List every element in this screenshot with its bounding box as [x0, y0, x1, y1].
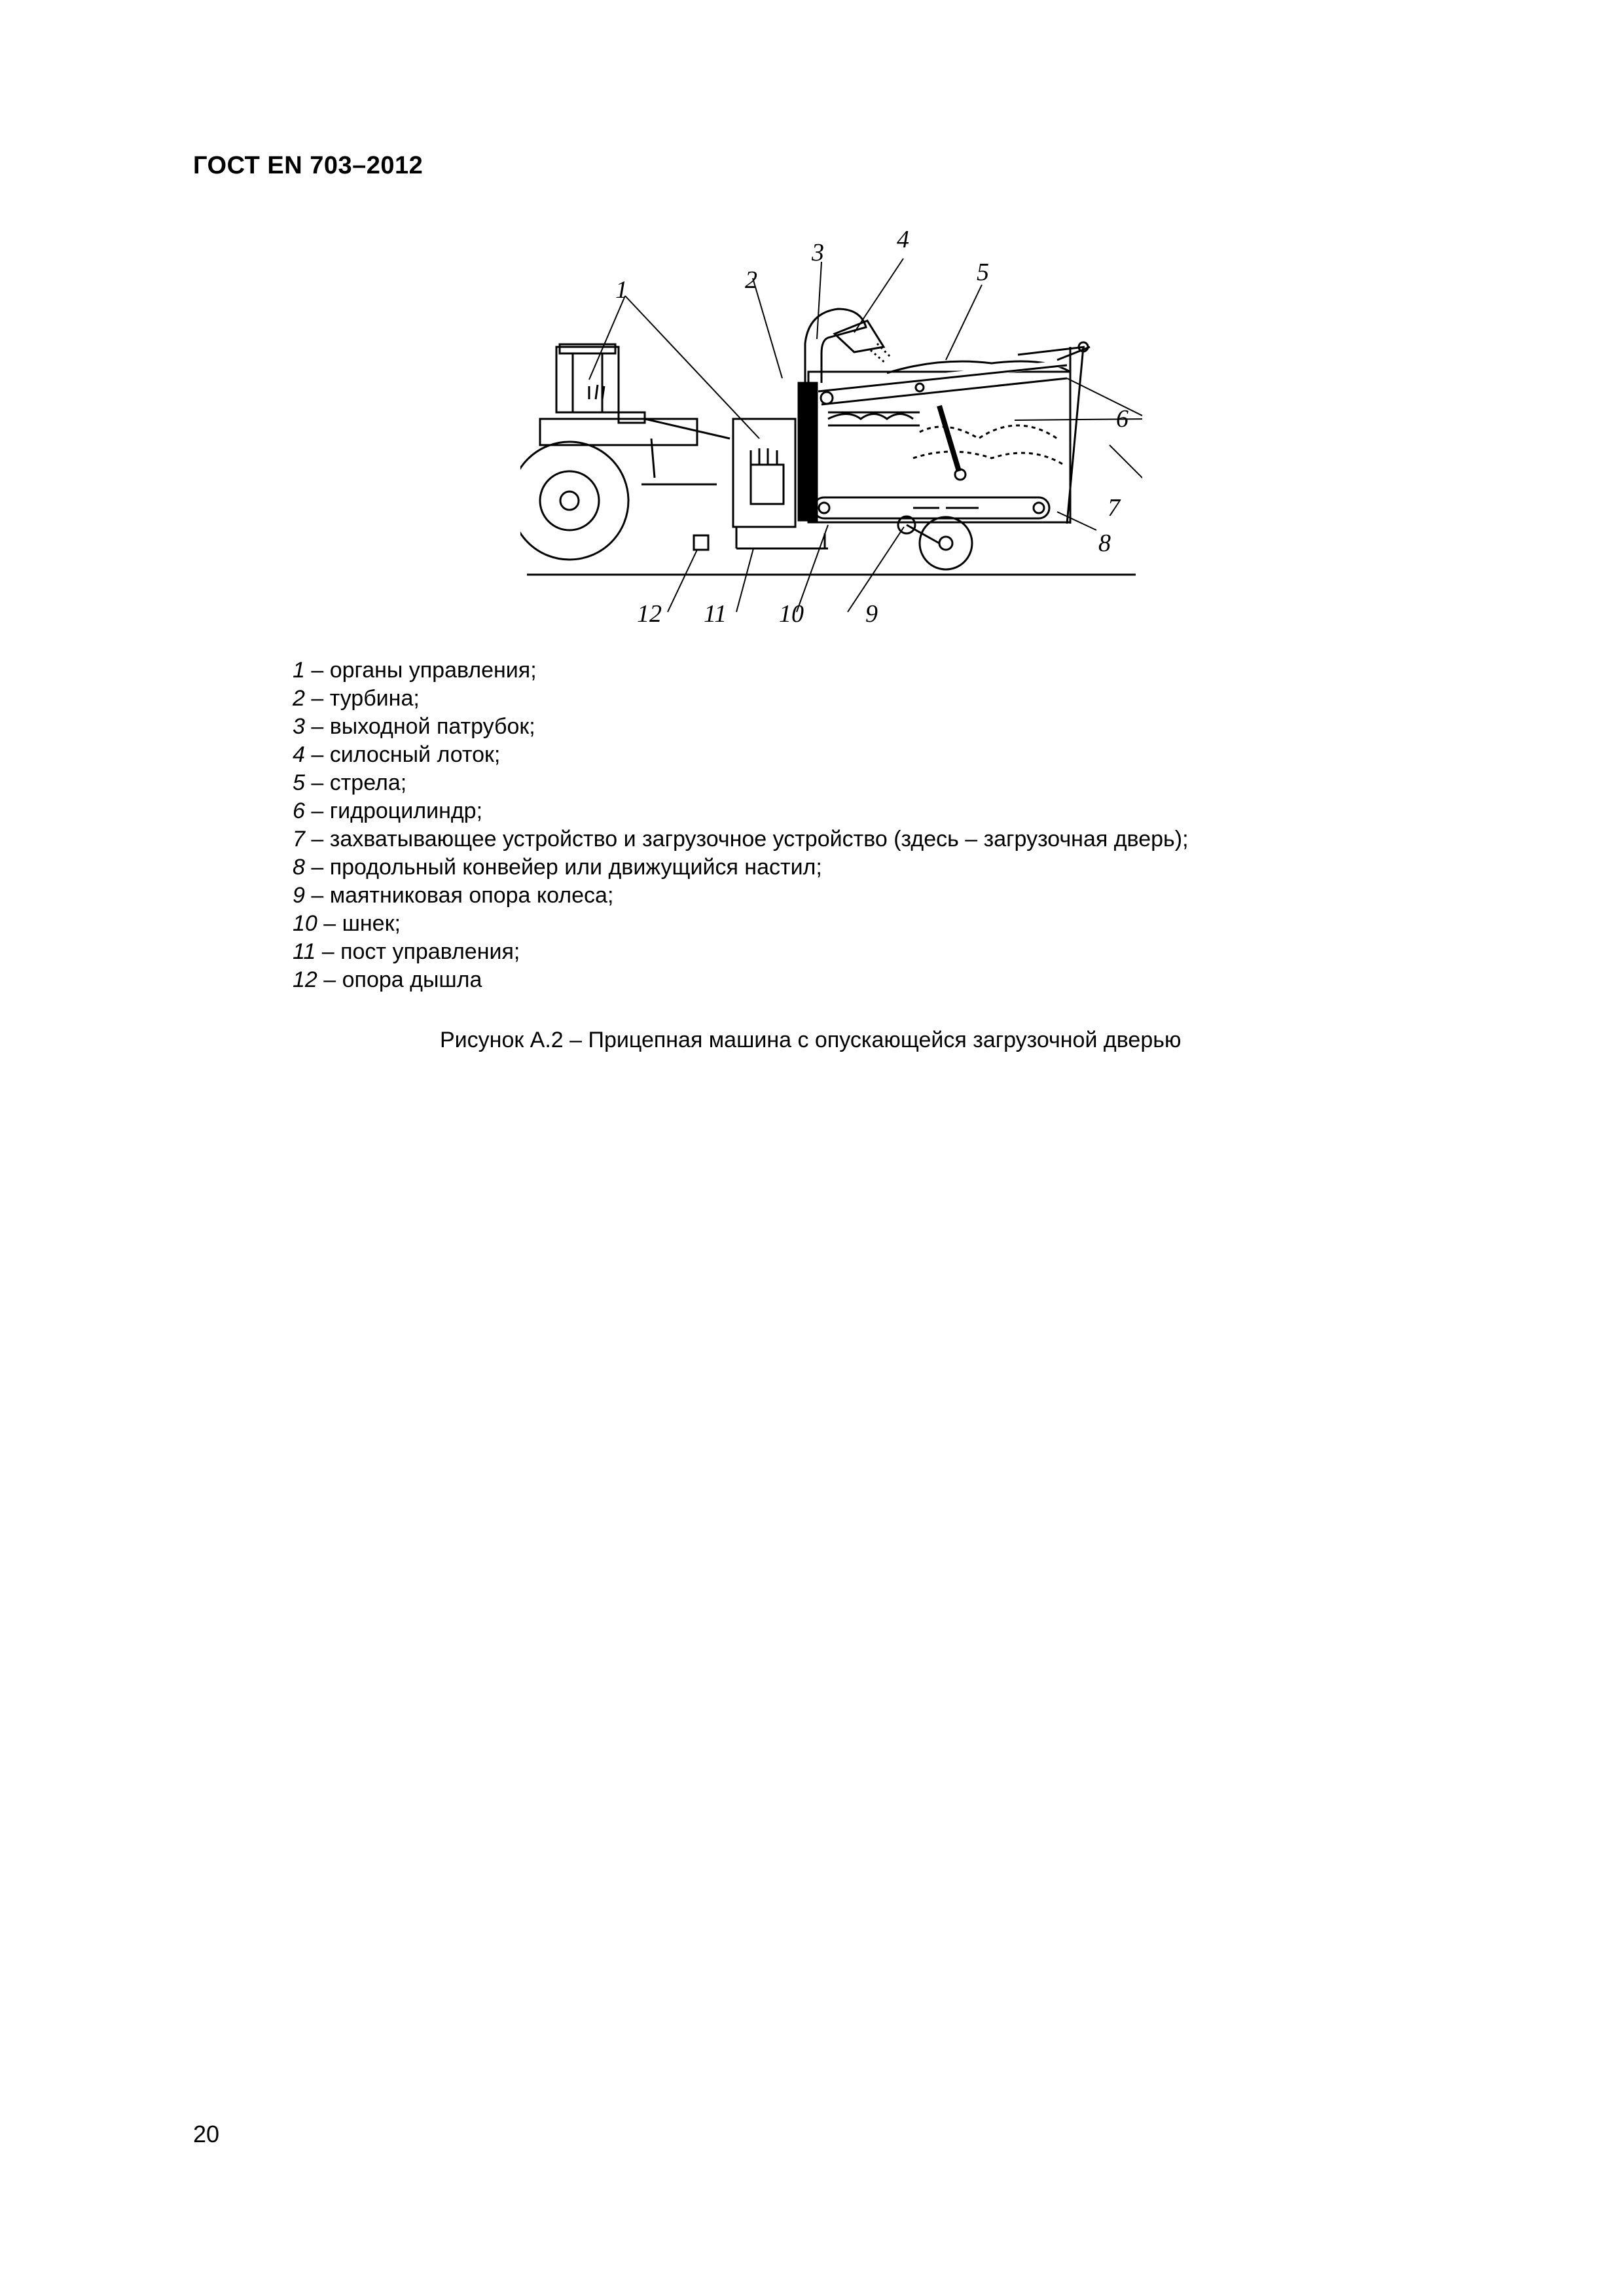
callout-7: 7 — [1108, 494, 1120, 522]
legend-item: 10 – шнек; — [293, 911, 401, 936]
legend-item: 8 – продольный конвейер или движущийся настил; — [293, 855, 822, 880]
tractor-drawing — [520, 344, 730, 560]
callout-11: 11 — [704, 600, 727, 628]
legend-item: 2 – турбина; — [293, 686, 420, 711]
callout-6: 6 — [1116, 405, 1128, 433]
callout-10: 10 — [779, 600, 804, 628]
callout-12: 12 — [637, 600, 662, 628]
figure-caption: Рисунок А.2 – Прицепная машина с опускающейся загрузочной дверью — [440, 1028, 1182, 1052]
callout-9: 9 — [865, 600, 878, 628]
callout-2: 2 — [745, 266, 757, 294]
legend-item: 6 – гидроцилиндр; — [293, 798, 483, 823]
pendulum-wheel-drawing — [898, 516, 985, 569]
callout-5: 5 — [977, 259, 989, 286]
page-number: 20 — [193, 2121, 220, 2147]
callout-4: 4 — [897, 226, 909, 253]
document-header: ГОСТ EN 703–2012 — [193, 152, 424, 179]
conveyor-drawing — [814, 497, 1049, 518]
machine-drawing — [520, 223, 1142, 635]
legend-item: 3 – выходной патрубок; — [293, 714, 535, 739]
legend-item: 11 – пост управления; — [293, 939, 520, 964]
trailer-body-drawing — [808, 342, 1090, 524]
callout-1: 1 — [615, 276, 628, 304]
callout-leaders — [589, 259, 1142, 612]
legend-item: 4 – силосный лоток; — [293, 742, 501, 767]
figure-legend — [293, 656, 1189, 994]
legend-item: 1 – органы управления; — [293, 658, 537, 683]
callout-3: 3 — [812, 239, 824, 266]
figure-trailed-machine — [520, 223, 1142, 635]
callout-8: 8 — [1098, 529, 1111, 557]
legend-item: 9 – маятниковая опора колеса; — [293, 883, 614, 908]
legend-item: 7 – захватывающее устройство и загрузочное устройство (здесь – загрузочная дверь); — [293, 827, 1189, 852]
legend-item: 12 – опора дышла — [293, 967, 482, 992]
legend-item: 5 – стрела; — [293, 770, 407, 795]
